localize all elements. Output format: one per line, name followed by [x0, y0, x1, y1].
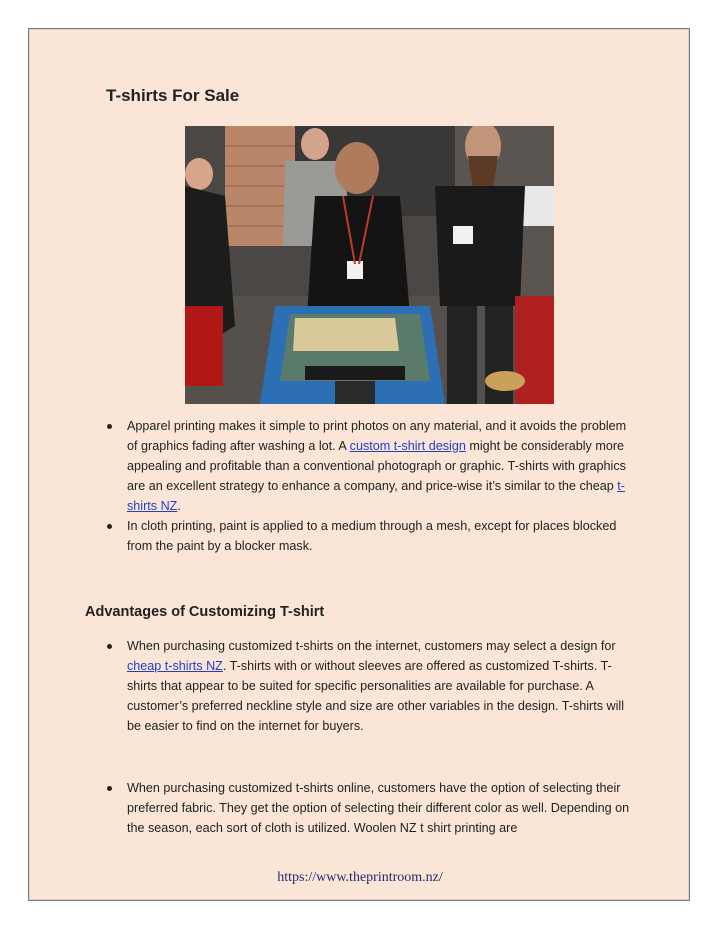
list-item: When purchasing customized t-shirts on the internet, customers may select a design for cheap t-shirts NZ. T-shirts with or without sleeves are offered as customized T-shirts. T-shirts that appear to be suited for specific personalities are available for purchase. A customer’s preferred neckline style and size are other variables in the design. T-shirts will be easier to find on the internet for buyers.: [106, 636, 631, 736]
intro-bullet-list: [106, 416, 638, 556]
list-item: Apparel printing makes it simple to print photos on any material, and it avoids the problem of graphics fading after washing a lot. A custom t-shirt design might be considerably more appealing and profitable than a conventional photograph or graphic. T-shirts with graphics are an excellent strategy to enhance a company, and price-wise it’s similar to the cheap t-shirts NZ.: [106, 416, 638, 516]
page-title: T-shirts For Sale: [106, 86, 240, 105]
cheap-tshirts-nz-link[interactable]: cheap t-shirts NZ: [127, 659, 223, 673]
tshirts-nz-link[interactable]: t-shirts NZ: [127, 479, 625, 513]
advantages-bullet-list-2: [106, 778, 631, 838]
section-heading: Advantages of Customizing T-shirt: [85, 604, 325, 620]
custom-tshirt-design-link[interactable]: custom t-shirt design: [349, 439, 466, 453]
list-item: In cloth printing, paint is applied to a medium through a mesh, except for places blocked from the paint by a blocker mask.: [106, 516, 638, 556]
footer-url: https://www.theprintroom.nz/: [277, 870, 443, 885]
list-item: When purchasing customized t-shirts online, customers have the option of selecting their preferred fabric. They get the option of selecting their different color as well. Depending on the season, each sort of cloth is utilized. Woolen NZ t shirt printing are: [106, 778, 631, 838]
screen-printing-photo: [185, 126, 554, 404]
advantages-bullet-list-1: [106, 636, 631, 736]
